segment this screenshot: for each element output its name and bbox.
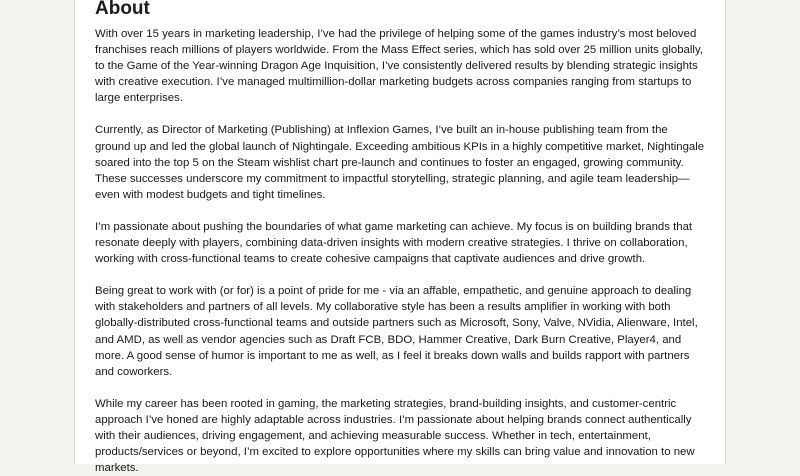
about-section-card: [74, 0, 726, 475]
about-paragraph: Currently, as Director of Marketing (Publishing) at Inflexion Games, I’ve built an in-house publishing team from the ground up and led the global launch of Nightingale. Exceeding ambitious KPIs in a highly competitive market, Nightingale soared into the top 5 on the Steam wishlist chart pre-launch and continues to foster an engaged, growing community. These successes underscore my commitment to impactful storytelling, strategic planning, and agile team leadership—even with modest budgets and tight timelines.: [95, 124, 705, 201]
about-section-title: About: [95, 0, 150, 19]
about-paragraph: I’m passionate about pushing the boundaries of what game marketing can achieve. My focus is on building brands that resonate deeply with players, combining data-driven insights with modern creative strategies. I thrive on collaboration, working with cross-functional teams to create cohesive campaigns that captivate audiences and drive growth.: [95, 220, 693, 266]
about-paragraph: While my career has been rooted in gaming, the marketing strategies, brand-building insights, and customer-centric approach I’ve honed are highly adaptable across industries. I’m passionate about helping brands connect authentically with their audiences, driving engagement, and achieving measurable success. Whether in tech, entertainment, products/services or beyond, I’m excited to explore opportunities where my skills can bring value and innovation to new markets.: [95, 397, 695, 475]
about-paragraph: With over 15 years in marketing leadership, I’ve had the privilege of helping some of the games industry’s most beloved franchises reach millions of players worldwide. From the Mass Effect series, which has sold over 25 million units globally, to the Game of the Year-winning Dragon Age Inquisition, I’ve consistently delivered results by blending strategic insights with creative execution. I’ve managed multimillion-dollar marketing budgets across companies ranging from startups to large enterprises.: [95, 28, 703, 105]
about-paragraph: Being great to work with (or for) is a point of pride for me - via an affable, empathetic, and genuine approach to dealing with stakeholders and partners of all levels. My collaborative style has been a results amplifier in working with both globally-distributed cross-functional teams and outside partners such as Microsoft, Sony, Valve, NVidia, Alienware, Intel, and AMD, as well as vendor agencies such as Draft FCB, BDO, Hammer Creative, Dark Burn Creative, Player4, and more. A good sense of humor is important to me as well, as I feel it breaks down walls and builds rapport with partners and coworkers.: [95, 285, 698, 378]
about-text-body: [95, 26, 705, 476]
